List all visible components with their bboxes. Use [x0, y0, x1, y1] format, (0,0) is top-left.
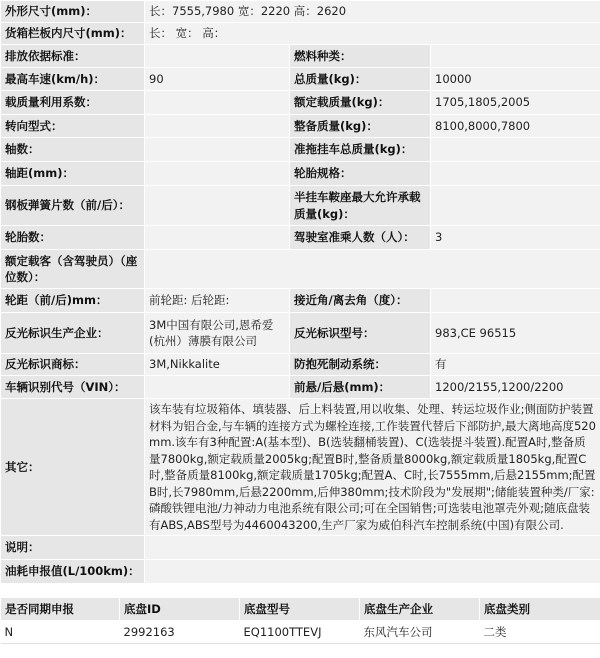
- spec-row-wheelbase: [1, 162, 600, 186]
- springs-value: [145, 186, 290, 226]
- spec-row-track: [1, 289, 600, 313]
- springs-label: 钢板弹簧片数（前/后）：: [1, 186, 145, 226]
- cargo-dims-label: 货箱栏板内尺寸(mm)：: [1, 23, 145, 45]
- chassis-header-id: 底盘ID: [120, 598, 240, 621]
- spec-row-cargo-dims: [1, 23, 600, 45]
- steering-value: [145, 115, 290, 138]
- load-coeff-value: [145, 91, 290, 115]
- wheelbase-value: [145, 162, 290, 186]
- chassis-category-value: 二类: [480, 621, 600, 644]
- trailer-mass-value: [431, 138, 600, 162]
- fuel-label: 油耗申报值(L/100km)：: [1, 560, 145, 584]
- axles-value: [145, 138, 290, 162]
- rated-load-value: 1705,1805,2005: [431, 91, 600, 115]
- chassis-header-row: [1, 598, 600, 621]
- max-speed-value: 90: [145, 68, 290, 91]
- chassis-header-sync: 是否同期申报: [1, 598, 120, 621]
- approach-angle-value: [431, 289, 600, 313]
- cab-seats-value: 3: [431, 226, 600, 250]
- curb-mass-value: 8100,8000,7800: [431, 115, 600, 138]
- gross-mass-label: 总质量(kg)：: [290, 68, 431, 91]
- spec-row-passengers: [1, 250, 600, 289]
- fuel-type-value: [431, 45, 600, 68]
- curb-mass-label: 整备质量(kg)：: [290, 115, 431, 138]
- vin-label: 车辆识别代号（VIN）：: [1, 376, 145, 399]
- chassis-sync-value: N: [1, 621, 120, 644]
- fuel-value: [145, 560, 600, 584]
- max-speed-label: 最高车速(km/h)：: [1, 68, 145, 91]
- reflector-brand-label: 反光标识商标：: [1, 354, 145, 376]
- chassis-header-maker: 底盘生产企业: [360, 598, 480, 621]
- tires-label: 轮胎数：: [1, 226, 145, 250]
- other-label: 其它：: [1, 399, 145, 536]
- spec-row-steering: [1, 115, 600, 138]
- note-value: [145, 536, 600, 560]
- tires-value: [145, 226, 290, 250]
- dims-value: 长：7555,7980 宽：2220 高：2620: [145, 1, 600, 23]
- cab-seats-label: 驾驶室准乘人数（人）：: [290, 226, 431, 250]
- note-label: 说明：: [1, 536, 145, 560]
- spec-row-reflector-brand: [1, 354, 600, 376]
- reflector-model-value: 983,CE 96515: [431, 313, 600, 354]
- chassis-maker-value: 东风汽车公司: [360, 621, 480, 644]
- steering-label: 转向型式：: [1, 115, 145, 138]
- spec-row-tires: [1, 226, 600, 250]
- spec-row-springs: [1, 186, 600, 226]
- chassis-id-value: 2992163: [120, 621, 240, 644]
- spec-row-dims: [1, 1, 600, 23]
- trailer-mass-label: 准拖挂车总质量(kg)：: [290, 138, 431, 162]
- spec-row-other: [1, 399, 600, 536]
- wheelbase-label: 轴距(mm)：: [1, 162, 145, 186]
- section-gap: [0, 584, 600, 597]
- saddle-load-label: 半挂车鞍座最大允许承载质量(kg)：: [290, 186, 431, 226]
- passengers-label: 额定载客（含驾驶员）（座位数）：: [1, 250, 145, 289]
- load-coeff-label: 载质量利用系数：: [1, 91, 145, 115]
- reflector-maker-value: 3M中国有限公司,恩希爱(杭州）薄膜有限公司: [145, 313, 290, 354]
- table-row: [1, 621, 600, 644]
- passengers-value: [145, 250, 600, 289]
- saddle-load-value: [431, 186, 600, 226]
- emission-value: [145, 45, 290, 68]
- abs-value: 有: [431, 354, 600, 376]
- vin-value: [145, 376, 290, 399]
- spec-row-reflector-maker: [1, 313, 600, 354]
- emission-label: 排放依据标准：: [1, 45, 145, 68]
- overhang-label: 前悬/后悬(mm)：: [290, 376, 431, 399]
- approach-angle-label: 接近角/离去角（度）：: [290, 289, 431, 313]
- spec-row-load-coeff: [1, 91, 600, 115]
- overhang-value: 1200/2155,1200/2200: [431, 376, 600, 399]
- chassis-table: [0, 597, 600, 644]
- spec-row-max-speed: [1, 68, 600, 91]
- spec-row-vin: [1, 376, 600, 399]
- chassis-header-model: 底盘型号: [240, 598, 360, 621]
- dims-label: 外形尺寸(mm)：: [1, 1, 145, 23]
- cargo-dims-value: 长： 宽： 高：: [145, 23, 600, 45]
- track-value: 前轮距: 后轮距:: [145, 289, 290, 313]
- chassis-model-value: EQ1100TTEVJ: [240, 621, 360, 644]
- gross-mass-value: 10000: [431, 68, 600, 91]
- chassis-header-category: 底盘类别: [480, 598, 600, 621]
- fuel-type-label: 燃料种类：: [290, 45, 431, 68]
- spec-row-axles: [1, 138, 600, 162]
- rated-load-label: 额定载质量(kg)：: [290, 91, 431, 115]
- tire-spec-label: 轮胎规格：: [290, 162, 431, 186]
- reflector-model-label: 反光标识型号：: [290, 313, 431, 354]
- reflector-brand-value: 3M,Nikkalite: [145, 354, 290, 376]
- tire-spec-value: [431, 162, 600, 186]
- track-label: 轮距（前/后)mm：: [1, 289, 145, 313]
- abs-label: 防抱死制动系统：: [290, 354, 431, 376]
- other-value: 该车装有垃圾箱体、填装器、后上料装置,用以收集、处理、转运垃圾作业;侧面防护装置材料为铝合金,与车辆的连接方式为螺栓连接,工作装置代替后下部防护,最大离地高度520mm.该车有3种配置:A(基本型)、B(选装翻桶装置)、C(选装提斗装置).配置A时,整备质量7800kg,额定载质量2005kg;配置B时,整备质量8000kg,额定载质量1805kg,配置C时,整备质量8100kg,额定载质量1705kg;配置A、C时,长7555mm,后悬2155mm;配置B时,长7980mm,后悬2200mm,后伸380mm;技术阶段为"发展期";储能装置种类/厂家:磷酸铁锂电池/力神动力电池系统有限公司;可在全国销售;可选装电池罩壳外观;随底盘装有ABS,ABS型号为4460043200,生产厂家为威伯科汽车控制系统(中国)有限公司.: [145, 399, 600, 536]
- reflector-maker-label: 反光标识生产企业：: [1, 313, 145, 354]
- spec-row-emission: [1, 45, 600, 68]
- spec-row-fuel: [1, 560, 600, 584]
- spec-row-note: [1, 536, 600, 560]
- axles-label: 轴数：: [1, 138, 145, 162]
